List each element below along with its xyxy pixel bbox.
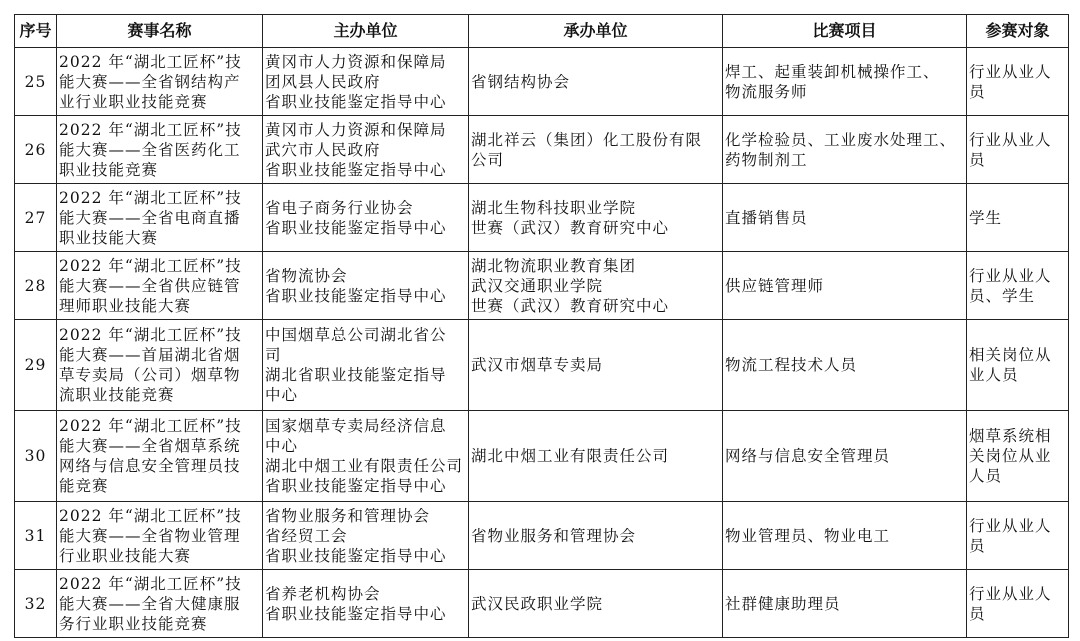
header-row: [15, 15, 1069, 48]
header-no: 序号: [15, 15, 57, 48]
header-project: 比赛项目: [723, 15, 967, 48]
competition-project-cell: [723, 502, 967, 570]
undertaker: 湖北祥云（集团）化工股份有限 公司: [471, 130, 703, 169]
undertaker: 武汉市烟草专卖局: [471, 356, 604, 374]
row-number: 27: [24, 208, 47, 227]
table-row: [15, 252, 1069, 320]
undertaker-cell: [469, 116, 723, 184]
undertaker: 湖北中烟工业有限责任公司: [471, 447, 670, 465]
competition-project: 供应链管理师: [725, 276, 825, 295]
table-row: [15, 48, 1069, 116]
undertaker: 湖北物流职业教育集团 武汉交通职业学院 世赛（武汉）教育研究中心: [471, 256, 670, 315]
row-number: 26: [24, 140, 47, 159]
organizer: 省电子商务行业协会 省职业技能鉴定指导中心: [265, 198, 447, 237]
table-row: [15, 570, 1069, 638]
competition-name: 2022 年“湖北工匠杯”技 能大赛——全省电商直播 职业技能大赛: [59, 188, 242, 247]
competition-project-cell: [723, 116, 967, 184]
participants-cell: [967, 252, 1069, 320]
table-row: [15, 502, 1069, 570]
participants: 行业从业人 员: [969, 516, 1052, 555]
row-number-cell: [15, 116, 57, 184]
competition-name: 2022 年“湖北工匠杯”技 能大赛——全省烟草系统 网络与信息安全管理员技 能竞赛: [59, 417, 242, 495]
competition-project-cell: [723, 411, 967, 502]
participants-cell: [967, 116, 1069, 184]
competition-name-cell: [57, 502, 263, 570]
undertaker-cell: [469, 184, 723, 252]
header-participants: 参赛对象: [967, 15, 1069, 48]
header-undertaker: 承办单位: [469, 15, 723, 48]
competition-name-cell: [57, 48, 263, 116]
table-row: [15, 184, 1069, 252]
row-number-cell: [15, 570, 57, 638]
undertaker: 武汉民政职业学院: [471, 594, 604, 613]
competition-project: 物业管理员、物业电工: [725, 526, 891, 545]
competition-project: 直播销售员: [725, 208, 808, 227]
organizer: 黄冈市人力资源和保障局 团风县人民政府 省职业技能鉴定指导中心: [265, 52, 447, 111]
participants: 行业从业人 员、学生: [969, 266, 1052, 305]
competition-project: 化学检验员、工业废水处理工、 药物制剂工: [725, 130, 957, 169]
participants-cell: [967, 320, 1069, 411]
competition-project-cell: [723, 320, 967, 411]
header-name: 赛事名称: [57, 15, 263, 48]
participants: 学生: [969, 208, 1003, 227]
competition-name-cell: [57, 320, 263, 411]
competition-name-cell: [57, 116, 263, 184]
competition-name-cell: [57, 411, 263, 502]
header-organizer: 主办单位: [263, 15, 469, 48]
row-number-cell: [15, 320, 57, 411]
row-number-cell: [15, 48, 57, 116]
table-row: [15, 320, 1069, 411]
competition-name: 2022 年“湖北工匠杯”技 能大赛——全省医药化工 职业技能竞赛: [59, 120, 242, 179]
participants-cell: [967, 48, 1069, 116]
row-number: 32: [24, 594, 47, 613]
competition-name-cell: [57, 184, 263, 252]
participants: 烟草系统相 关岗位从业 人员: [969, 427, 1052, 485]
competition-name: 2022 年“湖北工匠杯”技 能大赛——全省供应链管 理师职业技能大赛: [59, 256, 242, 315]
participants: 相关岗位从 业人员: [969, 346, 1052, 384]
participants: 行业从业人 员: [969, 62, 1052, 101]
competition-project: 焊工、起重装卸机械操作工、 物流服务师: [725, 62, 940, 101]
organizer-cell: [263, 184, 469, 252]
row-number: 25: [24, 72, 47, 91]
undertaker-cell: [469, 411, 723, 502]
competition-name-cell: [57, 570, 263, 638]
row-number-cell: [15, 252, 57, 320]
competition-table: [14, 14, 1069, 638]
undertaker-cell: [469, 320, 723, 411]
table-header: [15, 15, 1069, 48]
competition-project: 社群健康助理员: [725, 594, 841, 613]
participants-cell: [967, 502, 1069, 570]
organizer-cell: [263, 48, 469, 116]
organizer: 黄冈市人力资源和保障局 武穴市人民政府 省职业技能鉴定指导中心: [265, 120, 447, 179]
table-row: [15, 116, 1069, 184]
competition-project: 物流工程技术人员: [725, 356, 858, 374]
organizer-cell: [263, 570, 469, 638]
participants-cell: [967, 184, 1069, 252]
organizer-cell: [263, 116, 469, 184]
organizer: 国家烟草专卖局经济信息 中心 湖北中烟工业有限责任公司 省职业技能鉴定指导中心: [265, 417, 464, 495]
competition-project-cell: [723, 184, 967, 252]
organizer-cell: [263, 252, 469, 320]
competition-name: 2022 年“湖北工匠杯”技 能大赛——首届湖北省烟 草专卖局（公司）烟草物 流职业技能竞赛: [59, 326, 242, 404]
competition-name: 2022 年“湖北工匠杯”技 能大赛——全省大健康服 务行业职业技能竞赛: [59, 574, 242, 633]
row-number-cell: [15, 184, 57, 252]
undertaker: 湖北生物科技职业学院 世赛（武汉）教育研究中心: [471, 198, 670, 237]
competition-project: 网络与信息安全管理员: [725, 447, 891, 465]
row-number: 28: [24, 276, 47, 295]
organizer-cell: [263, 411, 469, 502]
undertaker-cell: [469, 502, 723, 570]
row-number-cell: [15, 502, 57, 570]
competition-name-cell: [57, 252, 263, 320]
undertaker-cell: [469, 252, 723, 320]
table-row: [15, 411, 1069, 502]
competition-name: 2022 年“湖北工匠杯”技 能大赛——全省钢结构产 业行业职业技能竞赛: [59, 52, 242, 111]
participants: 行业从业人 员: [969, 130, 1052, 169]
undertaker-cell: [469, 570, 723, 638]
participants-cell: [967, 570, 1069, 638]
organizer: 省物业服务和管理协会 省经贸工会 省职业技能鉴定指导中心: [265, 506, 447, 565]
undertaker: 省物业服务和管理协会: [471, 526, 637, 545]
organizer-cell: [263, 320, 469, 411]
row-number: 31: [24, 526, 47, 545]
participants-cell: [967, 411, 1069, 502]
competition-project-cell: [723, 570, 967, 638]
organizer: 省物流协会 省职业技能鉴定指导中心: [265, 266, 447, 305]
organizer: 中国烟草总公司湖北省公 司 湖北省职业技能鉴定指导 中心: [265, 326, 447, 404]
row-number: 30: [24, 447, 47, 465]
competition-project-cell: [723, 252, 967, 320]
undertaker-cell: [469, 48, 723, 116]
row-number: 29: [24, 356, 47, 374]
participants: 行业从业人 员: [969, 584, 1052, 623]
row-number-cell: [15, 411, 57, 502]
undertaker: 省钢结构协会: [471, 72, 571, 91]
competition-project-cell: [723, 48, 967, 116]
table-body: [15, 48, 1069, 638]
organizer-cell: [263, 502, 469, 570]
competition-name: 2022 年“湖北工匠杯”技 能大赛——全省物业管理 行业职业技能大赛: [59, 506, 242, 565]
organizer: 省养老机构协会 省职业技能鉴定指导中心: [265, 584, 447, 623]
